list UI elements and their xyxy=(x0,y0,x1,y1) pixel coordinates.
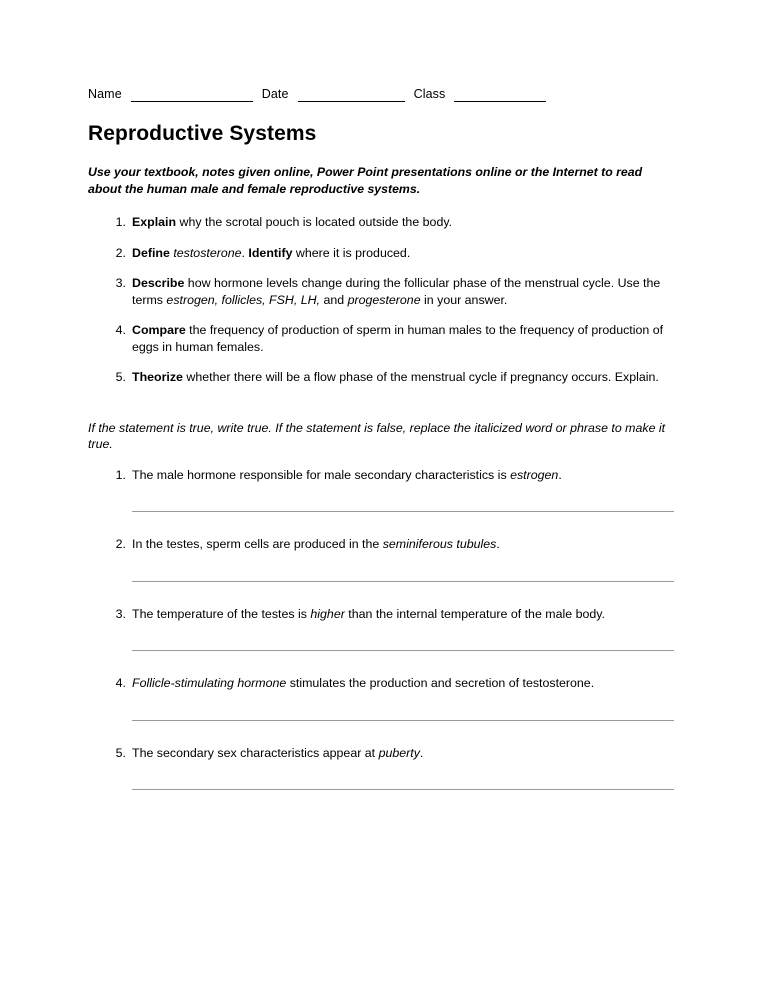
question-list xyxy=(88,214,680,386)
question-item xyxy=(132,275,680,308)
text-run: the frequency of production of sperm in human males to the frequency of production of eggs in human females. xyxy=(132,323,664,354)
date-blank[interactable] xyxy=(298,90,405,102)
student-info-header xyxy=(88,86,680,102)
question-item xyxy=(132,245,680,262)
question-item xyxy=(132,322,680,355)
question-item xyxy=(132,214,680,231)
statement-text xyxy=(132,537,500,551)
emphasis-italic: seminiferous tubules xyxy=(382,537,497,551)
true-false-item xyxy=(132,606,680,652)
text-run: where it is produced. xyxy=(292,245,411,260)
emphasis-italic: Follicle-stimulating hormone xyxy=(132,676,287,690)
emphasis-bold: Explain xyxy=(132,215,177,229)
answer-line[interactable] xyxy=(132,650,674,651)
class-blank[interactable] xyxy=(454,90,546,102)
true-false-item xyxy=(132,745,680,791)
text-run: In the testes, sperm cells are produced in the xyxy=(132,537,383,551)
statement-text xyxy=(132,676,594,690)
text-run: The secondary sex characteristics appear at xyxy=(132,745,379,760)
answer-line[interactable] xyxy=(132,511,674,512)
emphasis-bold: Describe xyxy=(132,276,185,290)
text-run: . xyxy=(558,467,562,482)
true-false-list xyxy=(88,467,680,791)
text-run: The temperature of the testes is xyxy=(132,606,311,621)
answer-line[interactable] xyxy=(132,789,674,790)
true-false-item xyxy=(132,675,680,721)
text-run: in your answer. xyxy=(420,292,508,307)
text-run: why the scrotal pouch is located outside the body. xyxy=(176,215,453,229)
answer-line[interactable] xyxy=(132,581,674,582)
emphasis-bold: Compare xyxy=(132,323,186,337)
text-run: whether there will be a flow phase of the menstrual cycle if pregnancy occurs. Explain. xyxy=(182,370,659,384)
text-run: The male hormone responsible for male secondary characteristics is xyxy=(132,467,511,482)
text-run: . xyxy=(241,245,249,260)
emphasis-italic: testosterone xyxy=(173,245,242,260)
text-run: how hormone levels change during the follicular phase of the menstrual cycle. Use the terms xyxy=(132,276,661,307)
name-blank[interactable] xyxy=(131,90,253,102)
emphasis-italic: higher xyxy=(310,606,345,621)
emphasis-italic: progesterone xyxy=(347,292,421,307)
emphasis-bold: Theorize xyxy=(132,370,183,384)
true-false-instructions: If the statement is true, write true. If the statement is false, replace the italicized word or phrase to make it true. xyxy=(88,420,666,451)
date-label: Date xyxy=(261,87,289,101)
text-run: . xyxy=(419,745,424,760)
emphasis-italic: estrogen xyxy=(510,467,559,482)
instructions-text: Use your textbook, notes given online, Power Point presentations online or the Internet to read about the human male and female reproductive systems. xyxy=(88,165,643,196)
text-run: than the internal temperature of the male body. xyxy=(344,606,605,621)
answer-line[interactable] xyxy=(132,720,674,721)
text-run: . xyxy=(496,537,500,551)
page-title: Reproductive Systems xyxy=(88,122,317,145)
emphasis-bold: Define xyxy=(132,245,170,260)
text-run: and xyxy=(320,292,348,307)
emphasis-italic: estrogen, follicles, FSH, LH, xyxy=(166,292,320,307)
question-item xyxy=(132,369,680,386)
statement-text xyxy=(132,607,605,621)
true-false-item xyxy=(132,467,680,513)
text-run: stimulates the production and secretion of testosterone. xyxy=(286,676,595,690)
true-false-item xyxy=(132,536,680,582)
statement-text xyxy=(132,746,423,760)
emphasis-bold: Identify xyxy=(248,245,293,260)
class-label: Class xyxy=(413,87,446,101)
statement-text xyxy=(132,468,562,482)
name-label: Name xyxy=(88,87,122,101)
emphasis-italic: puberty xyxy=(378,745,420,760)
